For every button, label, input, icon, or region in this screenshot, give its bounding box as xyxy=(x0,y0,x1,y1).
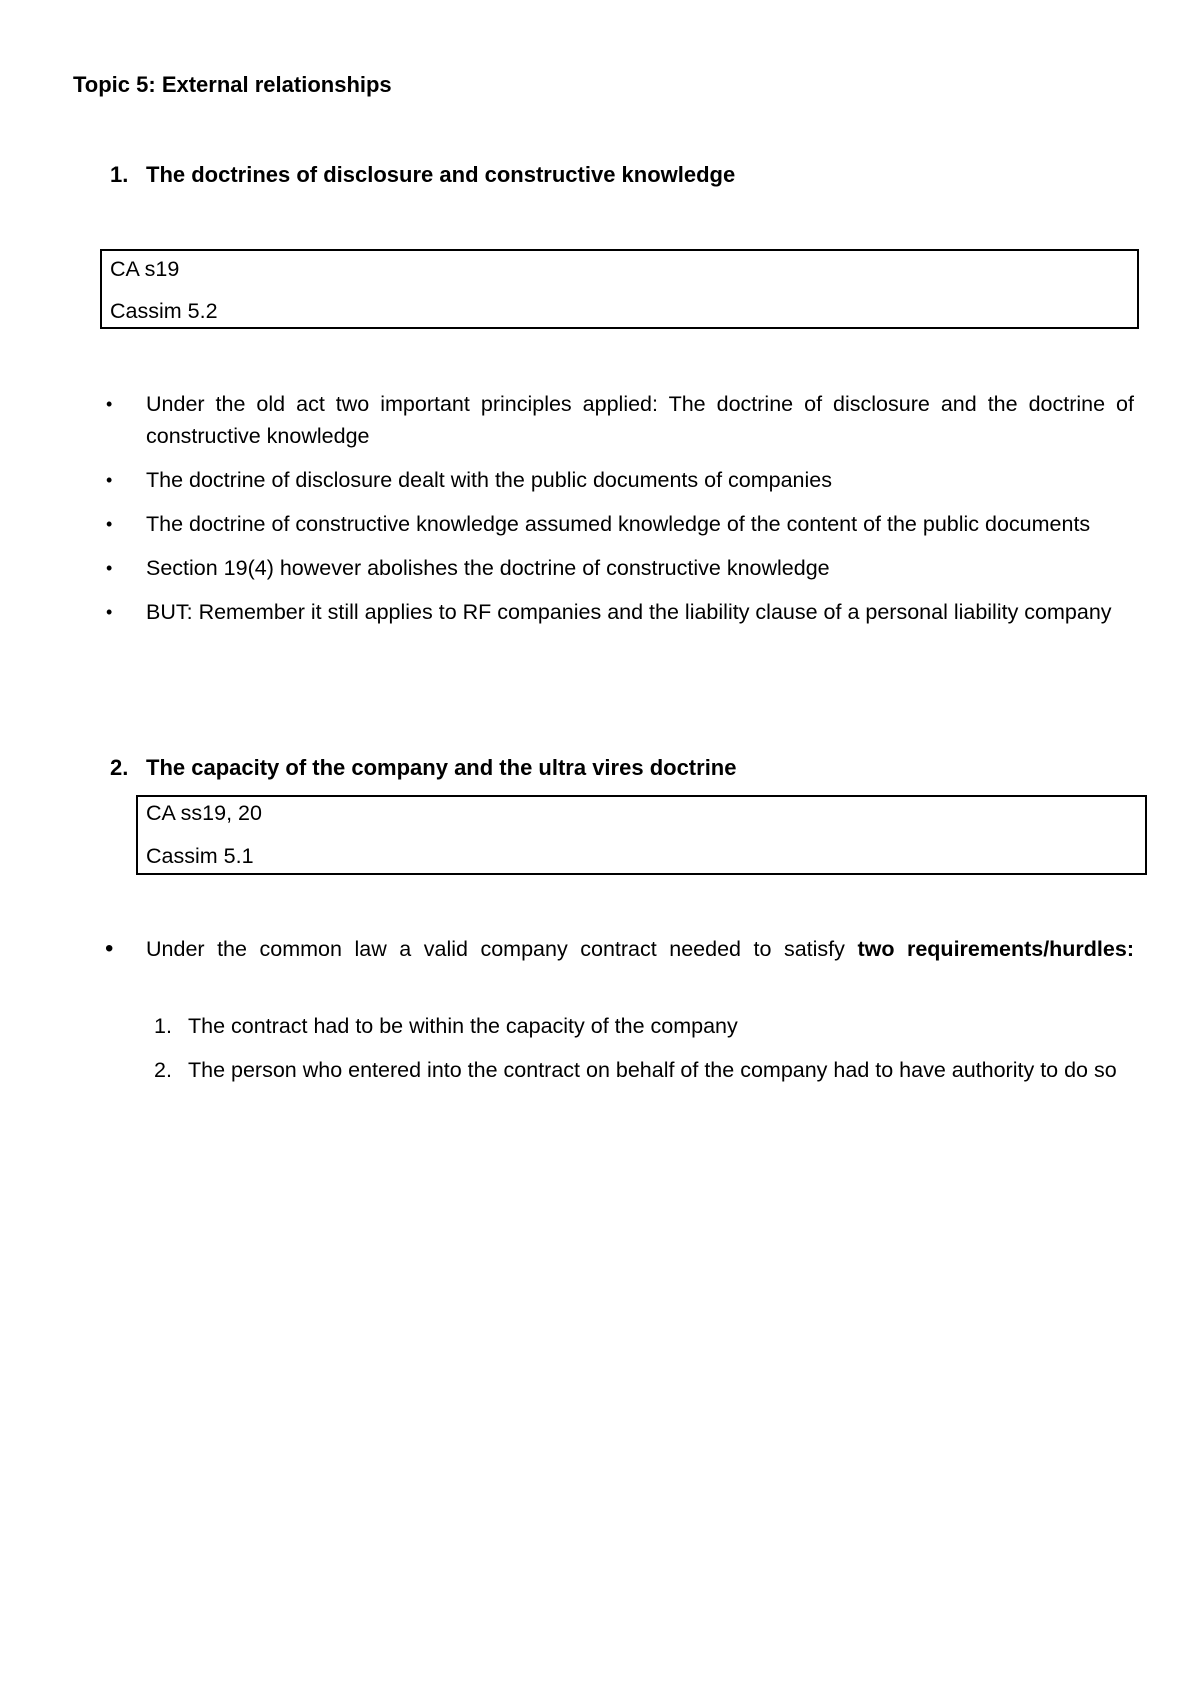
section-1-heading xyxy=(110,162,1010,192)
list-item: • The doctrine of constructive knowledge assumed knowledge of the content of the public documents xyxy=(104,508,1134,540)
list-item: • BUT: Remember it still applies to RF companies and the liability clause of a personal liability company xyxy=(104,596,1134,628)
section-1-bullet-list xyxy=(104,388,1134,640)
reference-line: CA ss19, 20 xyxy=(146,801,262,825)
bullet-icon: • xyxy=(106,602,113,622)
list-number: 2. xyxy=(154,1058,172,1082)
list-item: 2. The person who entered into the contract on behalf of the company had to have authority to do so xyxy=(146,1054,1134,1086)
bullet-icon: • xyxy=(106,558,113,578)
bullet-icon: • xyxy=(106,394,113,414)
list-item: 1. The contract had to be within the capacity of the company xyxy=(146,1010,1134,1042)
bullet-icon: • xyxy=(106,470,113,490)
list-number: 1. xyxy=(154,1014,172,1038)
section-1-number: 1. xyxy=(110,162,129,187)
bullet-bold-text: two requirements/hurdles: xyxy=(857,937,1134,961)
section-2-reference-box xyxy=(136,795,1147,875)
section-1-title: The doctrines of disclosure and constructive knowledge xyxy=(146,162,736,187)
requirements-list xyxy=(146,1010,1134,1098)
page-title: Topic 5: External relationships xyxy=(73,72,392,97)
section-2-bullet-list xyxy=(104,933,1134,975)
list-item xyxy=(104,933,1134,965)
section-2-number: 2. xyxy=(110,755,129,780)
list-item: • The doctrine of disclosure dealt with the public documents of companies xyxy=(104,464,1134,496)
bullet-icon: • xyxy=(106,514,113,534)
reference-line: Cassim 5.2 xyxy=(110,299,218,323)
reference-line: Cassim 5.1 xyxy=(146,844,254,868)
section-1-reference-box xyxy=(100,249,1139,329)
list-item: • Under the old act two important principles applied: The doctrine of disclosure and the doctrine of constructive knowledge xyxy=(104,388,1134,452)
list-item: • Section 19(4) however abolishes the doctrine of constructive knowledge xyxy=(104,552,1134,584)
section-2-heading xyxy=(110,755,1010,785)
bullet-intro-text: Under the common law a valid company contract needed to satisfy xyxy=(146,937,845,961)
bullet-icon: • xyxy=(105,935,114,962)
reference-line: CA s19 xyxy=(110,257,180,281)
section-2-title: The capacity of the company and the ultra vires doctrine xyxy=(146,755,737,780)
